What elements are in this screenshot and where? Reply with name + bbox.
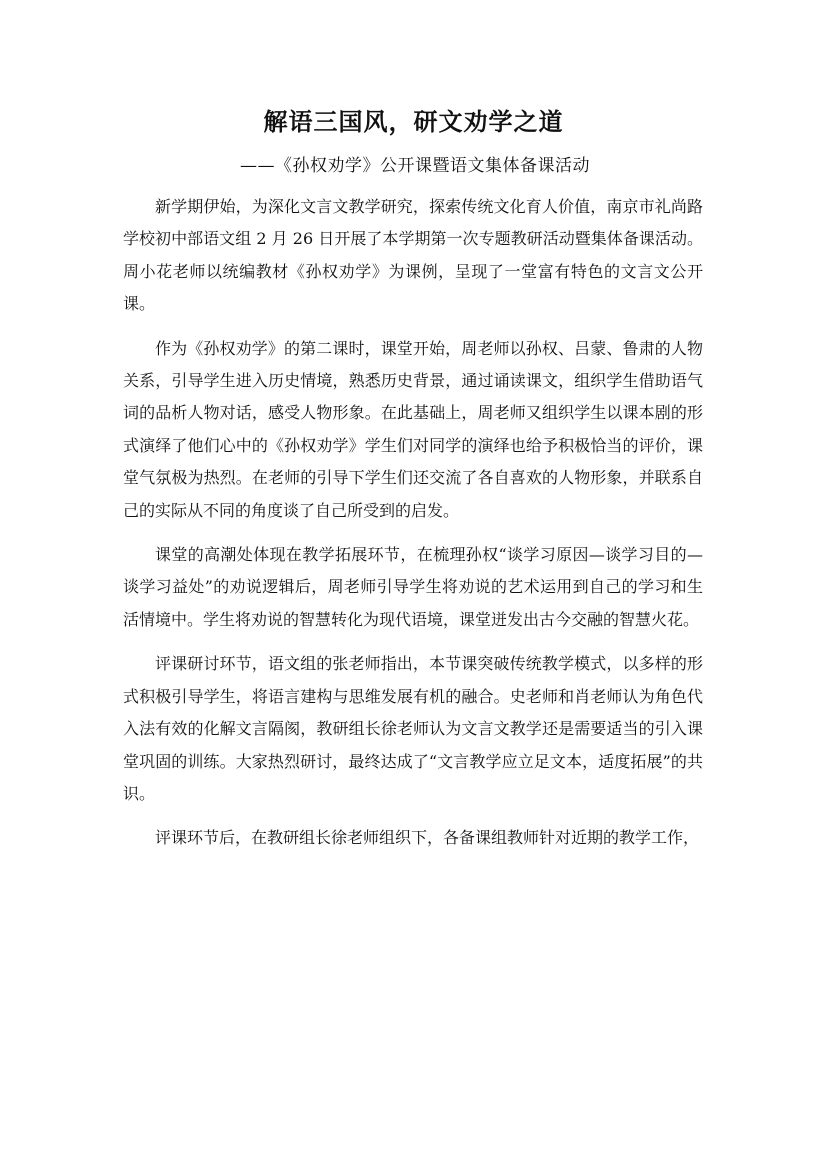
paragraph-2: 作为《孙权劝学》的第二课时，课堂开始，周老师以孙权、吕蒙、鲁肃的人物关系，引导学生进入历史情境，熟悉历史背景，通过诵读课文，组织学生借助语气词的品析人物对话，感受人物形象。在此基础上，周老师又组织学生以课本剧的形式演绎了他们心中的《孙权劝学》学生们对同学的演绎也给予积极恰当的评价，课堂气氛极为热烈。在老师的引导下学生们还交流了各自喜欢的人物形象，并联系自己的实际从不同的角度谈了自己所受到的启发。 (123, 338, 703, 520)
paragraph-5: 评课环节后，在教研组长徐老师组织下，各备课组教师针对近期的教学工作， (155, 828, 700, 848)
paragraph-3: 课堂的高潮处体现在教学拓展环节，在梳理孙权“谈学习原因—谈学习目的—谈学习益处”的劝说逻辑后，周老师引导学生将劝说的艺术运用到自己的学习和生活情境中。学生将劝说的智慧转化为现代语境，课堂迸发出古今交融的智慧火花。 (123, 545, 703, 629)
document-body (123, 191, 703, 867)
document-subtitle: ——《孙权劝学》公开课暨语文集体备课活动 (240, 156, 590, 176)
document-title: 解语三国风，研文劝学之道 (263, 107, 564, 136)
paragraph-4: 评课研讨环节，语文组的张老师指出，本节课突破传统教学模式，以多样的形式积极引导学生，将语言建构与思维发展有机的融合。史老师和肖老师认为角色代入法有效的化解文言隔阂，教研组长徐老师认为文言文教学还是需要适当的引入课堂巩固的训练。大家热烈研讨，最终达成了“文言教学应立足文本，适度拓展”的共识。 (123, 654, 703, 803)
paragraph-1: 新学期伊始，为深化文言文教学研究，探索传统文化育人价值，南京市礼尚路学校初中部语文组 2 月 26 日开展了本学期第一次专题教研活动暨集体备课活动。周小花老师以统编教材《孙权劝学》为课例，呈现了一堂富有特色的文言文公开课。 (123, 197, 703, 314)
